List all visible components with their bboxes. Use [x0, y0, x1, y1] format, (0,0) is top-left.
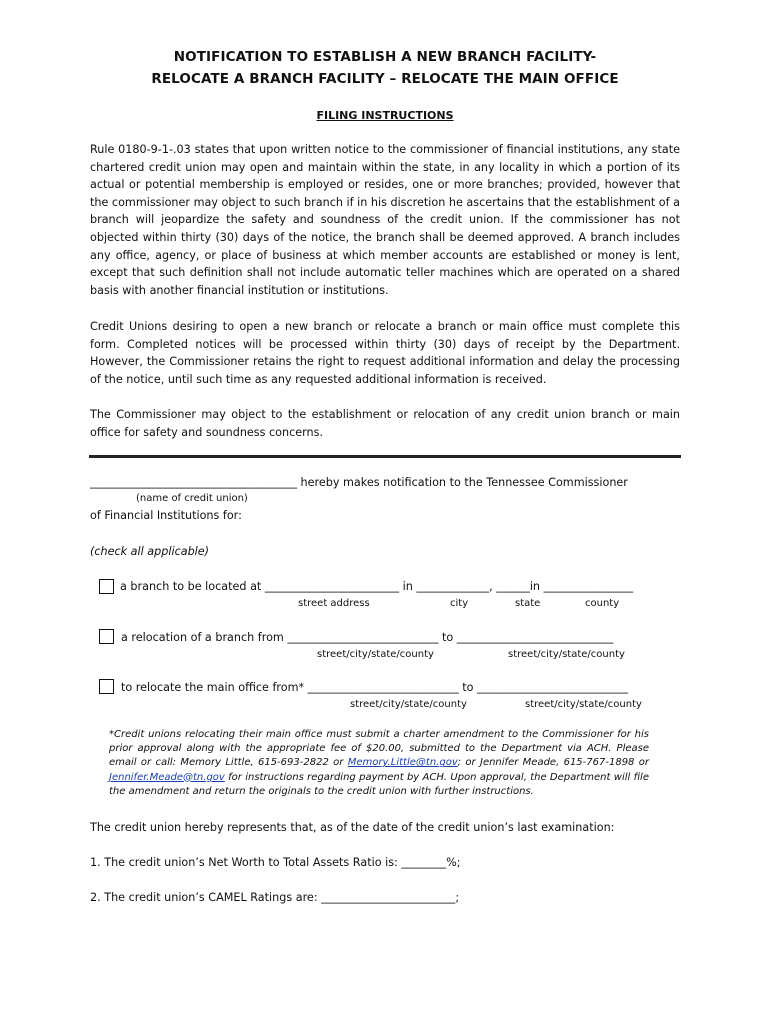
net-worth-ratio-item: 1. The credit union’s Net Worth to Total Assets Ratio is: ________%; [90, 856, 461, 869]
relocate-main-office-checkbox[interactable] [99, 679, 114, 694]
representation-statement: The credit union hereby represents that, as of the date of the credit union’s last examination: [90, 821, 615, 834]
relocate-branch-checkbox[interactable] [99, 629, 114, 644]
paragraph-credit-unions: Credit Unions desiring to open a new branch or relocate a branch or main office must complete this form. Completed notices will be processed within thirty (30) days of receipt by the Department. However, the Commissioner retains the right to request additional information and delay the processing of the notice, until such time as any requested additional information is received. [90, 320, 680, 386]
check-all-instruction: (check all applicable) [90, 545, 210, 558]
credit-union-name-caption: (name of credit union) [136, 493, 248, 504]
filing-instructions-heading: FILING INSTRUCTIONS [316, 109, 454, 122]
city-caption: city [450, 598, 469, 609]
paragraph-rule: Rule 0180-9-1-.03 states that upon written notice to the commissioner of financial institutions, any state chartered credit union may open and maintain within the state, in any locality in which a portion of its actual or potential membership is employed or resides, one or more branches; provided, however that the commissioner may object to such branch if in his discretion he ascertains that the establishment of a branch will jeopardize the safety and soundness of the credit union. If the commissioner has not objected within thirty (30) days of the notice, the branch shall be deemed approved. A branch includes any office, agency, or place of business at which member accounts are established or money is lent, except that such definition shall not include automatic teller machines which are operated on a shared basis with another financial institution or institutions. [90, 143, 680, 297]
main-office-footnote: *Credit unions relocating their main office must submit a charter amendment to the Commissioner for his prior approval along with the appropriate fee of $20.00, submitted to the Department via ACH. Please email or call: Memory Little, 615-693-2822 or Memory.Little@tn.gov; or Jennifer Meade, 615-767-1898 or Jennifer.Meade@tn.gov for instructions regarding payment by ACH. Upon approval, the Department will file the amendment and return the originals to the credit union with further instructions. [109, 729, 649, 797]
new-branch-label: a branch to be located at ________________________ in _____________, ______in ________________ [120, 580, 634, 593]
state-caption: state [515, 598, 541, 609]
notification-line: _____________________________________ hereby makes notification to the Tennessee Commissioner [90, 476, 628, 489]
for-line: of Financial Institutions for: [90, 509, 242, 522]
email-link-jennifer-meade[interactable]: Jennifer.Meade@tn.gov [109, 771, 225, 783]
new-branch-checkbox[interactable] [99, 579, 114, 594]
email-link-memory-little[interactable]: Memory.Little@tn.gov [347, 757, 458, 769]
section-divider [89, 455, 681, 458]
main-office-from-caption: street/city/state/county [350, 699, 467, 710]
title-line-1: NOTIFICATION TO ESTABLISH A NEW BRANCH FACILITY- [173, 49, 597, 65]
main-office-to-caption: street/city/state/county [525, 699, 642, 710]
county-caption: county [585, 598, 620, 609]
paragraph-commissioner: The Commissioner may object to the establishment or relocation of any credit union branch or main office for safety and soundness concerns. [90, 408, 680, 439]
street-address-caption: street address [298, 598, 370, 609]
relocate-from-caption: street/city/state/county [317, 649, 434, 660]
relocate-branch-label: a relocation of a branch from ___________________________ to ____________________________ [121, 631, 614, 644]
relocate-to-caption: street/city/state/county [508, 649, 625, 660]
relocate-main-office-label: to relocate the main office from* ___________________________ to ___________________________ [121, 681, 629, 694]
camel-ratings-item: 2. The credit union’s CAMEL Ratings are: ________________________; [90, 891, 460, 904]
title-line-2: RELOCATE A BRANCH FACILITY – RELOCATE THE MAIN OFFICE [151, 71, 619, 87]
